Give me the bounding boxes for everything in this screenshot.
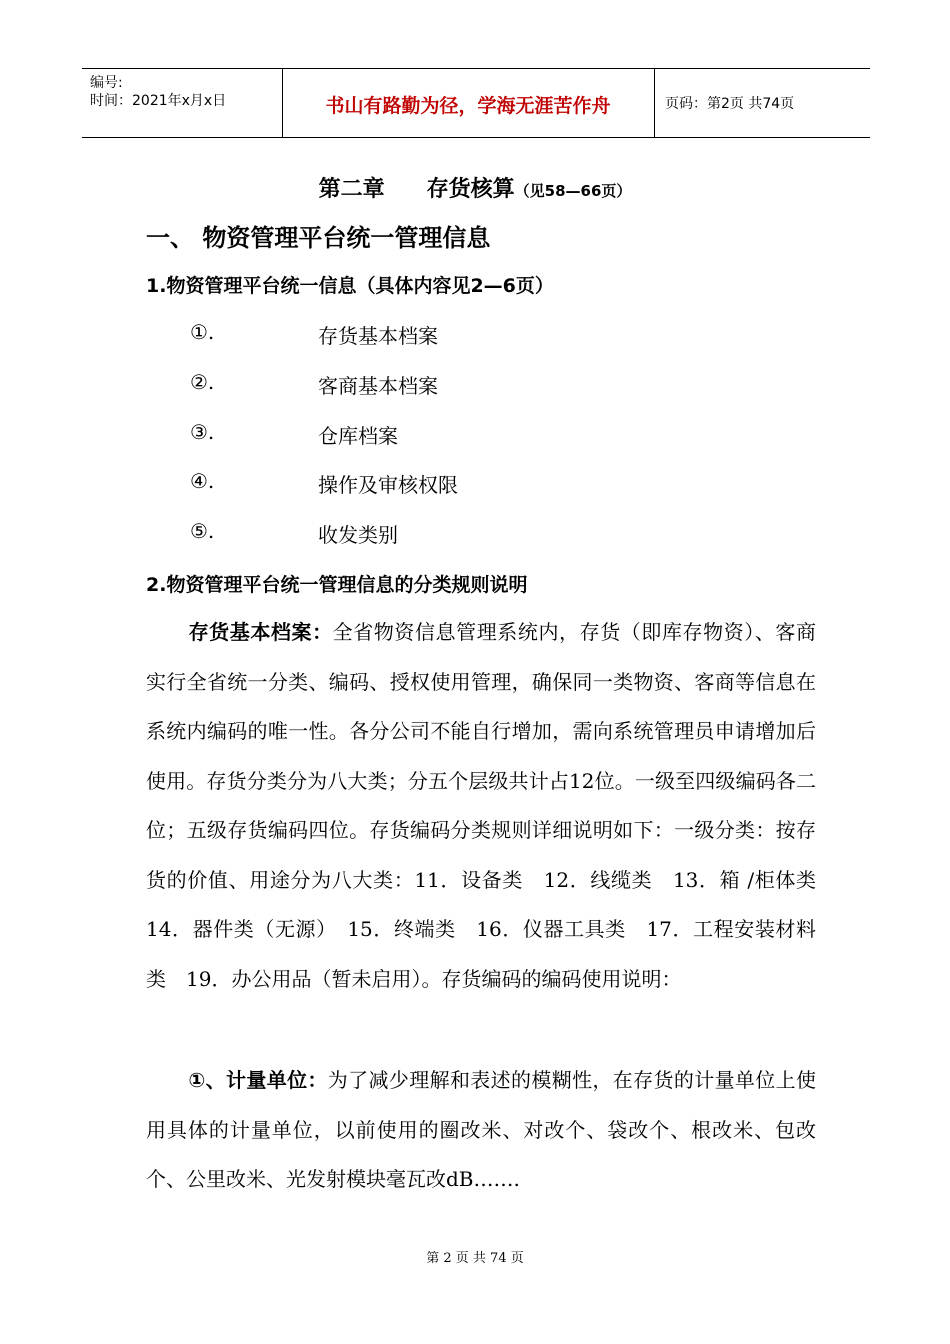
chapter-number: 第二章 [318,177,385,202]
list-item [190,420,398,448]
list-item-number: ①. [190,320,215,344]
motto-text: 书山有路勤为径，学海无涯苦作舟 [325,95,611,117]
list-item-number: ④. [190,469,215,493]
header-motto-cell [282,69,655,137]
list-item-number: ③. [190,420,215,444]
list-item-text: 存货基本档案 [318,324,438,348]
page-info: 页码：第2页 共74页 [665,96,795,112]
header-meta-cell [82,69,283,137]
paragraph-lead: 存货基本档案： [188,620,333,644]
subsection-heading-2: 2.物资管理平台统一管理信息的分类规则说明 [146,574,528,596]
serial-label: 编号: [90,75,123,91]
header-page-cell [655,69,870,137]
paragraph-lead: ①、计量单位： [188,1068,328,1092]
chapter-page-ref: （见58—66页） [514,182,632,200]
page-header [82,68,870,138]
list-item [190,469,458,497]
paragraph-body: 全省物资信息管理系统内，存货（即库存物资）、客商实行全省统一分类、编码、授权使用管理，确保同一类物资、客商等信息在系统内编码的唯一性。各分公司不能自行增加，需向系统管理员申请增加后使用。存货分类分为八大类；分五个层级共计占12位。一级至四级编码各二位；五级存货编码四位。存货编码分类规则详细说明如下：一级分类：按存货的价值、用途分为八大类：11．设备类 12．线缆类 13．箱 /柜体类 14．器件类（无源） 15．终端类 16．仪器工具类 17．工程安装材料类 19．办公用品（暂未启用）。存货编码的编码使用说明： [146,620,836,991]
subsection-heading-1: 1.物资管理平台统一信息（具体内容见2—6页） [146,275,554,297]
paragraph-inventory-archive [146,608,836,1004]
list-item [190,320,438,348]
paragraph-body: 为了减少理解和表述的模糊性，在存货的计量单位上使用具体的计量单位，以前使用的圈改米、对改个、袋改个、根改米、包改个、公里改米、光发射模块毫瓦改dB……. [146,1068,817,1191]
paragraph-measure-unit [146,1056,816,1205]
list-item-text: 收发类别 [318,523,398,547]
list-item-text: 客商基本档案 [318,374,438,398]
chapter-name: 存货核算 [426,177,515,202]
list-item [190,370,438,398]
section-heading: 一、 物资管理平台统一管理信息 [146,224,491,252]
page-footer: 第 2 页 共 74 页 [426,1251,524,1266]
list-item [190,519,398,547]
list-item-text: 操作及审核权限 [318,473,458,497]
list-item-number: ⑤. [190,519,215,543]
list-item-number: ②. [190,370,215,394]
chapter-title [0,172,950,203]
time-label: 时间：2021年x月x日 [90,93,227,109]
list-item-text: 仓库档案 [318,424,398,448]
